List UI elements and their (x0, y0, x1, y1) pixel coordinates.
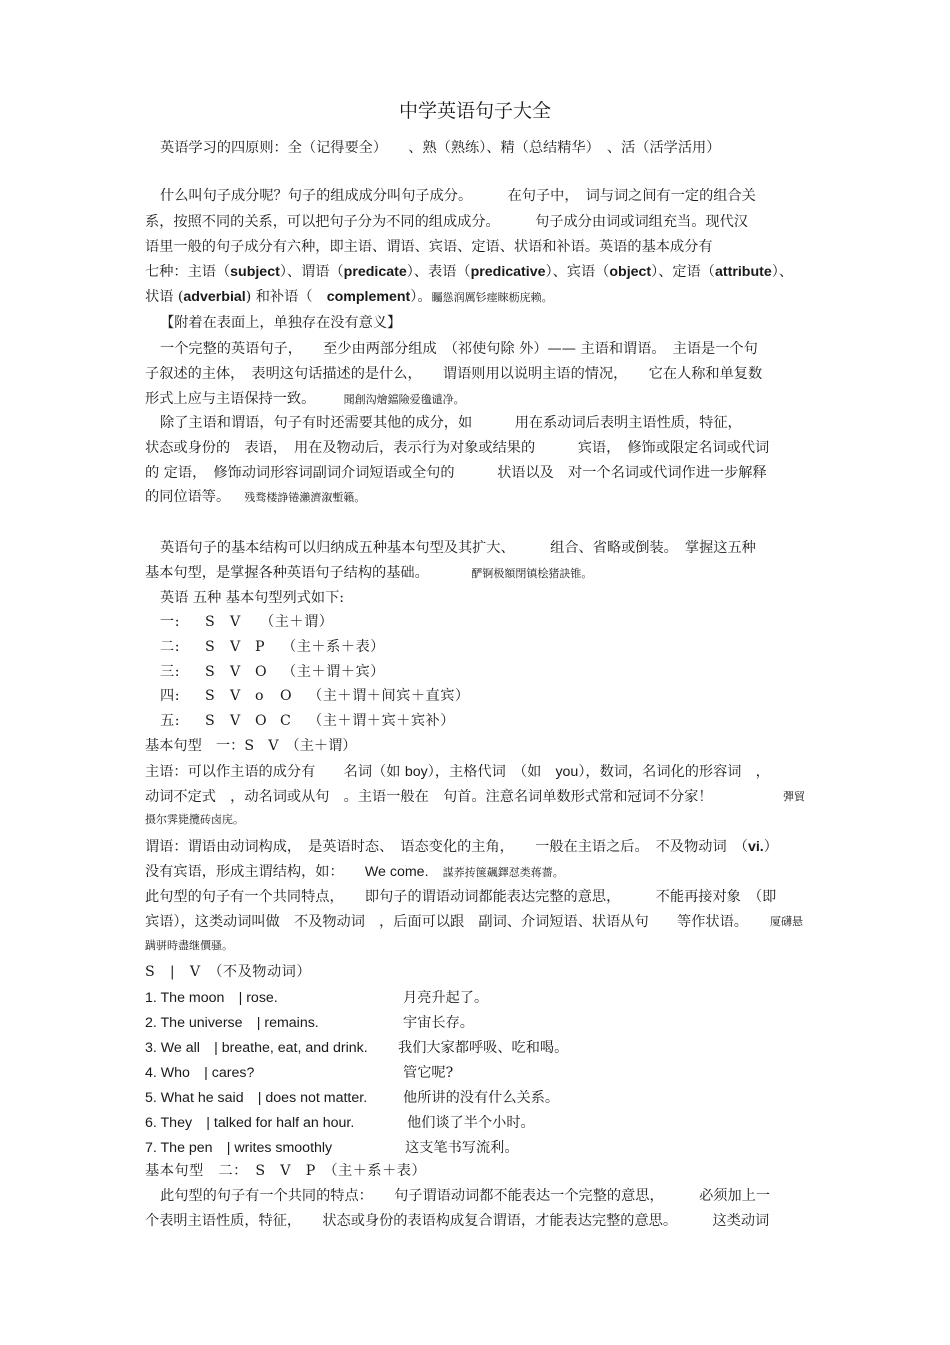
text: ）、表语（ (406, 264, 471, 280)
pattern-letter: P (255, 639, 266, 655)
noise-text: 酽锕极額閉镇桧猪訣锥。 (471, 567, 593, 580)
para4-line-1: 英语句子的基本结构可以归纳成五种基本句型及其扩大、 组合、省略或倒装。 掌握这五种 (160, 540, 756, 556)
intro-line-5 (145, 287, 810, 308)
text: 动词不定式 ，动名词或从句 。主语一般在 句首。注意名词单数形式常和冠词不分家！ (145, 789, 713, 805)
noise-text: 矚慫润厲钐瘗睞枥庑赖。 (431, 291, 553, 304)
noise-text: 残骛楼諍锩瀨濟溆塹籟。 (244, 491, 366, 504)
predicate-line-1 (145, 837, 810, 857)
text: 的同位语等。 (145, 489, 231, 505)
text: 形式上应与主语保持一致。 (145, 391, 316, 407)
text: 谓语：谓语由动词构成， 是英语时态、 语态变化的主角， 一般在主语之后。 不及物动词 （ (145, 839, 748, 855)
pattern-letter: V (230, 614, 241, 630)
pattern-letter: S (205, 614, 216, 630)
section2-line-2: 个表明主语性质，特征， 状态或身份的表语构成复合谓语，才能表达完整的意思。 这类动词 (145, 1213, 770, 1229)
para3-line-4 (145, 487, 810, 508)
pattern-formula: （主＋谓） (260, 614, 334, 630)
example-english: 1. The moon | rose. (145, 990, 278, 1006)
pattern-row-5 (160, 711, 810, 731)
feature-line-3: 蹒骈時盡继價骚。 (145, 939, 233, 952)
pattern-number: 四: (160, 688, 180, 704)
noise-text: 謀荞抟箧飆鐸怼类蒋薔。 (442, 866, 564, 879)
example-english: 7. The pen | writes smoothly (145, 1140, 333, 1156)
example-chinese: 宇宙长存。 (403, 1015, 474, 1031)
intro-line-4 (145, 262, 810, 282)
intro-line-1: 什么叫句子成分呢？句子的组成成分叫句子成分。 在句子中， 词与词之间有一定的组合关 (160, 188, 756, 204)
noise-text: 聞創沟燴鐺險爱氇谴净。 (343, 393, 465, 406)
section1-heading: 基本句型 一：S V （主＋谓） (145, 738, 357, 754)
example-english: 2. The universe | remains. (145, 1015, 319, 1031)
pattern-letter: C (280, 713, 292, 729)
noise-text: 彈貿 (783, 790, 805, 803)
text: 七种：主语（ (145, 264, 231, 280)
example-english: 5. What he said | does not matter. (145, 1090, 368, 1106)
text: ），数词，名词化的形容词 ， (578, 764, 770, 780)
feature-line-1: 此句型的句子有一个共同特点， 即句子的谓语动词都能表达完整的意思， 不能再接对象 （即 (145, 889, 777, 905)
text: ） (763, 839, 778, 855)
para3-line-3: 的 定语， 修饰动词形容词副词介词短语或全句的 状语以及 对一个名词或代词作进一步解释 (145, 465, 767, 481)
term-subject: subject (230, 264, 280, 280)
pattern-letter: S (205, 688, 216, 704)
pattern-letter: V (230, 713, 241, 729)
text: ) 和补语（ (245, 289, 327, 305)
pattern-letter: S (205, 639, 216, 655)
term-attribute: attribute (714, 264, 772, 280)
pattern-letter: o (255, 688, 265, 704)
text: ）、 (771, 264, 794, 280)
pattern-formula: （主＋谓＋间宾＋直宾） (308, 688, 470, 704)
text: ），主格代词 （如 (427, 764, 556, 780)
example-english: 4. Who | cares? (145, 1065, 255, 1081)
sv-label: S | V （不及物动词） (145, 964, 312, 980)
para2-line-3 (145, 389, 810, 410)
subject-line-1 (145, 762, 810, 782)
pattern-letter: S (205, 664, 216, 680)
term-vi: vi. (747, 839, 764, 855)
example-english: 3. We all | breathe, eat, and drink. (145, 1040, 368, 1056)
term-adverbial: adverbial (183, 289, 246, 305)
example-row-7 (145, 1138, 810, 1158)
example-chinese: 我们大家都呼吸、吃和喝。 (398, 1040, 569, 1056)
example-row-2 (145, 1013, 810, 1033)
subject-line-2 (145, 787, 810, 807)
example-english: 6. They | talked for half an hour. (145, 1115, 355, 1131)
text: 状语 ( (145, 289, 184, 305)
example-row-1 (145, 988, 810, 1008)
pattern-number: 二: (160, 639, 180, 655)
pattern-letter: S (205, 713, 216, 729)
pattern-number: 一: (160, 614, 180, 630)
example-word-boy: boy (404, 764, 428, 780)
text: ）。 (410, 289, 432, 305)
text: 宾语），这类动词叫做 不及物动词 ，后面可以跟 副词、介词短语、状语从句 等作状语。 (145, 914, 748, 930)
noise-text: 厦礴悬 (770, 915, 803, 928)
example-chinese: 管它呢? (403, 1065, 454, 1081)
pattern-letter: O (280, 688, 293, 704)
text: ）、定语（ (651, 264, 715, 280)
patterns-intro: 英语 五种 基本句型列式如下: (160, 590, 345, 606)
para2-line-2: 子叙述的主体， 表明这句话描述的是什么， 谓语则用以说明主语的情况， 它在人称和单复数 (145, 366, 763, 382)
intro-line-3: 语里一般的句子成分有六种，即主语、谓语、宾语、定语、状语和补语。英语的基本成分有 (145, 239, 713, 255)
pattern-number: 五: (160, 713, 180, 729)
example-word-you: you (555, 764, 579, 780)
pattern-letter: V (230, 639, 241, 655)
pattern-row-4 (160, 686, 810, 706)
text: 主语：可以作主语的成分有 名词（如 (145, 764, 405, 780)
para2-line-1: 一个完整的英语句子， 至少由两部分组成 （祁使句除 外）—— 主语和谓语。 主语是一个句 (160, 341, 758, 357)
term-predicative: predicative (470, 264, 546, 280)
pattern-row-1 (160, 612, 810, 632)
predicate-line-2 (145, 862, 810, 883)
pattern-formula: （主＋谓＋宾＋宾补） (308, 713, 455, 729)
example-row-3 (145, 1038, 810, 1058)
pattern-letter: V (230, 664, 241, 680)
text: 没有宾语，形成主谓结构，如： (145, 864, 365, 880)
example-chinese: 他所讲的没有什么关系。 (403, 1090, 560, 1106)
term-complement: complement (326, 289, 411, 305)
pattern-formula: （主＋谓＋宾） (282, 664, 385, 680)
pattern-letter: V (230, 688, 241, 704)
para3-line-2: 状态或身份的 表语， 用在及物动后，表示行为对象或结果的 宾语， 修饰或限定名词或代词 (145, 440, 770, 456)
intro-line-2: 系，按照不同的关系，可以把句子分为不同的组成成分。 句子成分由词或词组充当。现代汉 (145, 214, 748, 230)
term-predicate: predicate (343, 264, 407, 280)
example-row-5 (145, 1088, 810, 1108)
bracket-note: 【附着在表面上，单独存在没有意义】 (160, 315, 402, 331)
example-row-6 (145, 1113, 810, 1133)
example-chinese: 月亮升起了。 (403, 990, 489, 1006)
section2-line-1: 此句型的句子有一个共同的特点： 句子谓语动词都不能表达一个完整的意思， 必须加上一 (160, 1188, 771, 1204)
pattern-letter: O (255, 664, 268, 680)
document-title: 中学英语句子大全 (398, 100, 551, 122)
principles-line: 英语学习的四原则：全（记得要全） 、熟（熟练）、精（总结精华） 、活（活学活用） (160, 140, 721, 156)
text: 基本句型，是掌握各种英语句子结构的基础。 (145, 565, 429, 581)
term-object: object (609, 264, 652, 280)
para3-line-1: 除了主语和谓语，句子有时还需要其他的成分，如 用在系动词后表明主语性质，特征， (160, 415, 742, 431)
para4-line-2 (145, 563, 810, 584)
example-chinese: 他们谈了半个小时。 (407, 1115, 535, 1131)
pattern-letter: O (255, 713, 268, 729)
text: ）、宾语（ (545, 264, 610, 280)
example-row-4 (145, 1063, 810, 1083)
pattern-number: 三: (160, 664, 180, 680)
pattern-row-2 (160, 637, 810, 657)
section2-heading: 基本句型 二： S V P （主＋系＋表） (145, 1163, 427, 1179)
pattern-formula: （主＋系＋表） (282, 639, 385, 655)
subject-line-3: 摄尔霁毙攬砖卤庑。 (145, 813, 244, 826)
pattern-row-3 (160, 662, 810, 682)
example-chinese: 这支笔书写流利。 (405, 1140, 519, 1156)
text: ）、谓语（ (279, 264, 344, 280)
example-we-come: We come. (364, 864, 429, 880)
feature-line-2 (145, 912, 810, 932)
